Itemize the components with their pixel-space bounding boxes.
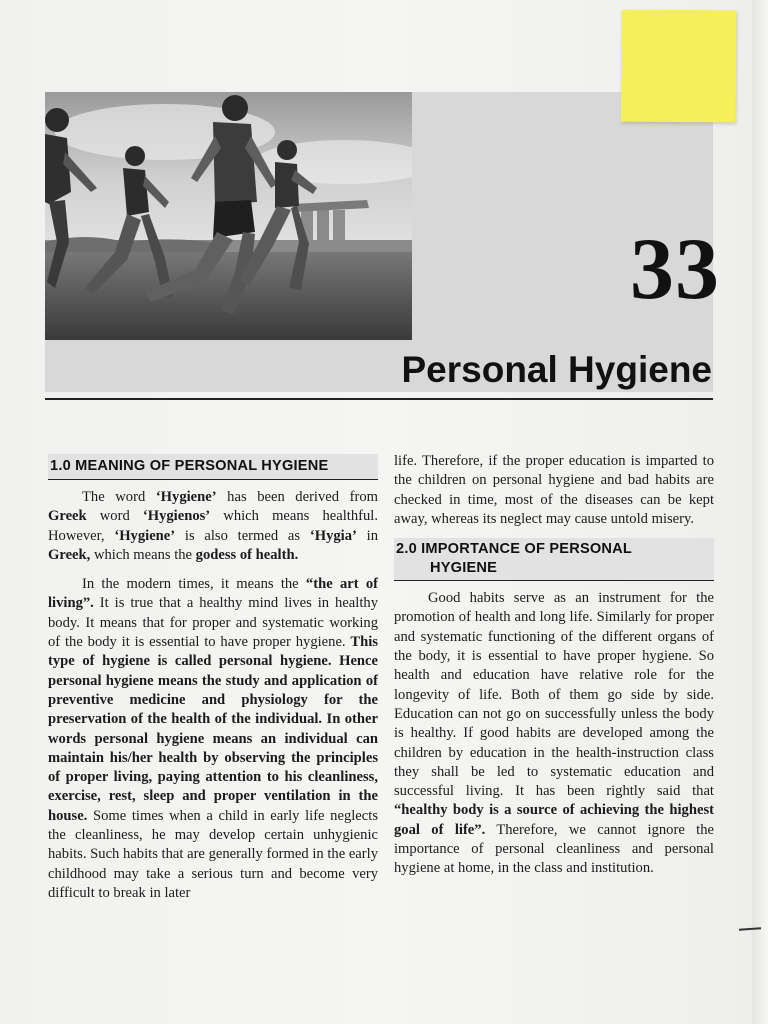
paragraph-hygiene-origin [48, 488, 378, 565]
text-run: Good habits serve as an instrument for the promotion of health and long life. Similarly for proper and systematic functioning of the different organs of the body, it is essential to have proper hygiene. So health and education have relative role for the longevity of life. Both of them go side by side. Education can not go on successfully unless the body is healthy. If good habits are developed among the children by education in the health-instruction class they shall be led to systematic education and successful living. It has been rightly said that [394, 590, 714, 800]
text-run: in [356, 527, 379, 544]
text-run-bold: ‘Hygienos’ [142, 508, 211, 525]
chapter-title: Personal Hygiene [401, 349, 712, 390]
text-run: is also termed as [175, 527, 310, 544]
text-run-bold: Greek, [48, 546, 91, 563]
text-run: It is true that a healthy mind lives in healthy body. It means that for proper and systematic working of the body it is essential to have proper hygiene. [48, 595, 378, 651]
heading-line-1: 2.0 IMPORTANCE OF PERSONAL [396, 541, 633, 558]
runners-illustration [45, 92, 412, 340]
paragraph-art-of-living [48, 575, 378, 903]
right-column [394, 452, 714, 879]
left-column [48, 454, 378, 903]
text-run-bold: ‘Hygia’ [309, 527, 357, 544]
text-run-bold: ‘Hygiene’ [114, 527, 176, 544]
text-run: which means the [90, 546, 196, 563]
sticky-note[interactable] [621, 10, 737, 123]
text-run: Some times when a child in early life neglects the cleanliness, he may develop certain unhygienic habits. Such habits that are generally formed in the early childhood may take a serious turn and become very difficult to break in later [48, 807, 378, 901]
text-run: Therefore, we cannot ignore the importance of personal cleanliness and personal hygiene at home, in the class and institution. [394, 821, 714, 877]
text-run-bold: godess of health. [195, 546, 299, 563]
paragraph-gap [48, 565, 378, 575]
paragraph-good-habits [394, 589, 714, 878]
runners-photo [45, 92, 412, 340]
text-run-bold: “the art of living”. [48, 576, 378, 612]
text-run: which means healthful. However, [48, 508, 378, 544]
text-run: word [86, 508, 143, 525]
paragraph-education-continued: life. Therefore, if the proper education is imparted to the children on personal hygiene and bad habits are checked in time, most of the diseases can be kept away, whereas its neglect may cause untold misery. [394, 453, 714, 527]
text-run-bold: “healthy body is a source of achieving the highest goal of life”. [394, 802, 714, 838]
text-run: The word [82, 489, 156, 505]
section-heading-importance [394, 538, 714, 581]
text-run-bold: ‘Hygiene’ [155, 489, 217, 505]
chapter-number: 33 [630, 221, 720, 318]
section-heading-meaning: 1.0 MEANING OF PERSONAL HYGIENE [48, 454, 378, 480]
page-edge [752, 0, 768, 1024]
title-divider [45, 398, 713, 400]
text-run-bold: This type of hygiene is called personal hygiene. Hence personal hygiene means the study and application of preventive medicine and physiology for the preservation of the health of the individual. In other words personal hygiene means an individual can maintain his/her health by observing the principles of proper living, paying attention to his cleanliness, exercise, rest, sleep and proper ventilation in the house. [48, 634, 378, 824]
text-run-bold: Greek [48, 508, 87, 525]
heading-line-2: HYGIENE [430, 560, 498, 577]
text-run: In the modern times, it means the [82, 576, 306, 593]
text-run: has been derived from [216, 489, 378, 505]
